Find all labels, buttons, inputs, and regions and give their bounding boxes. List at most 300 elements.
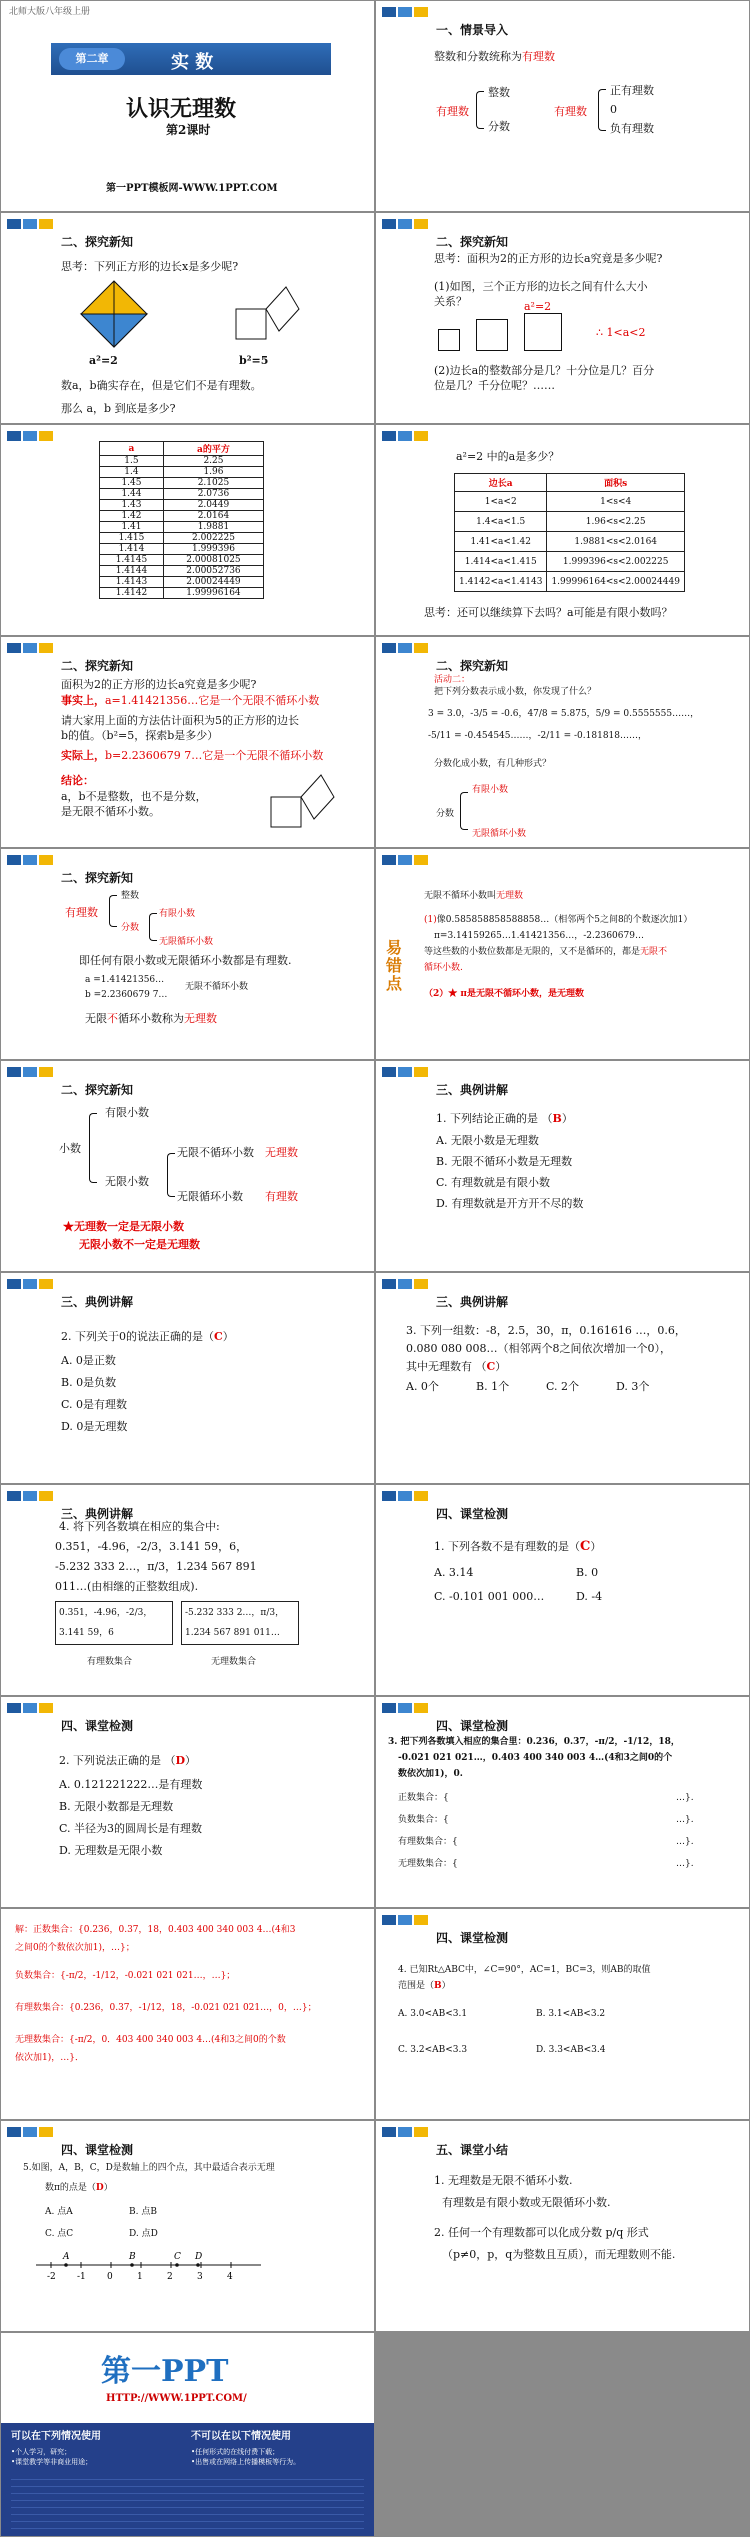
question: 1. 下列结论正确的是 （B） <box>436 1112 573 1125</box>
point-label: B <box>129 2252 136 2262</box>
slide-explore-4 <box>1 849 374 1059</box>
slide-check-1 <box>376 1485 749 1695</box>
rational-set: 有理数集合：{ <box>398 1837 458 1847</box>
slide-example-4 <box>1 1485 374 1695</box>
option-d: D. 0是无理数 <box>61 1420 128 1433</box>
line-4: b的值。（b²=5，探索b是多少） <box>61 729 219 742</box>
link-list <box>11 2473 364 2529</box>
irrational-set: 无理数集合：{ <box>398 1859 458 1869</box>
slide-explore-1 <box>1 213 374 423</box>
note-1: ★无理数一定是无限小数 <box>63 1220 184 1233</box>
header-bar <box>382 1913 452 1929</box>
option-d: D. -4 <box>576 1590 603 1603</box>
answer-6: 依次加1)，…}． <box>15 2053 84 2063</box>
header-bar <box>7 1277 77 1293</box>
question-2: 数π的点是（D） <box>45 2183 113 2193</box>
part-1: (1)如图，三个正方形的边长之间有什么大小 <box>434 280 648 293</box>
numbers-3: 011…(由相继的正整数组成). <box>55 1580 199 1593</box>
header-bar <box>382 853 452 869</box>
example-2: π=3.14159265…1.41421356…，-2.2360679… <box>434 931 644 941</box>
section-title: 二、探究新知 <box>61 235 134 249</box>
finite-decimal: 有限小数 <box>159 909 196 919</box>
site-label: 第一PPT模板网-WWW.1PPT.COM <box>106 183 278 194</box>
option-b: B. 0 <box>576 1566 599 1579</box>
rational-label-2: 有理数 <box>554 105 587 118</box>
table-row <box>100 533 264 544</box>
option-b: B. 无限不循环小数是无理数 <box>436 1155 573 1168</box>
option-b: B. 无限小数都是无理数 <box>59 1800 174 1813</box>
table-cell: 2.0449 <box>163 500 263 511</box>
footer-question: 思考：还可以继续算下去吗？a可能是有限小数吗？ <box>424 606 673 619</box>
table-row <box>455 512 685 532</box>
brace <box>476 91 484 129</box>
option-d: D. 3个 <box>616 1380 650 1393</box>
integer-label: 整数 <box>121 891 140 901</box>
header-bar <box>7 1701 77 1717</box>
table-row <box>100 467 264 478</box>
answer-2: 之间0的个数依次加1)，…}； <box>15 1943 135 1953</box>
positive-rational: 正有理数 <box>610 84 654 97</box>
line-3: 请大家用上面的方法估计面积为5的正方形的边长 <box>61 714 299 727</box>
number-line <box>31 2243 271 2287</box>
numbers-2: -5.232 333 2…，π/3，1.234 567 891 <box>55 1560 257 1573</box>
positive-set: 正数集合：{ <box>398 1793 449 1803</box>
slide-check-5 <box>1 2121 374 2331</box>
table-cell: 1.96<s<2.25 <box>547 512 685 532</box>
set-end: …}. <box>676 1837 694 1847</box>
usage-panel <box>1 2423 374 2536</box>
slide-intro <box>376 1 749 211</box>
table-row <box>100 555 264 566</box>
section-title: 三、典例讲解 <box>61 1507 134 1521</box>
table-cell: 1.999396 <box>163 544 263 555</box>
option-d: D. 有理数就是开方开不尽的数 <box>436 1197 584 1210</box>
slide-check-4 <box>376 1909 749 2119</box>
activity-label: 活动二： <box>434 675 471 685</box>
negative-set: 负数集合：{ <box>398 1815 449 1825</box>
book-label: 北师大版八年级上册 <box>9 7 91 17</box>
answer-3: 负数集合：{-π/2，-1/12，-0.021 021 021…，…}； <box>15 1971 236 1981</box>
conclusion-1: a，b不是整数，也不是分数， <box>61 790 207 803</box>
table-cell: 1.4144 <box>100 566 164 577</box>
slide-mistakes <box>376 849 749 1059</box>
slide-table-1 <box>1 425 374 635</box>
table-cell: 2.25 <box>163 456 263 467</box>
brace <box>109 895 117 927</box>
value-b: b =2.2360679 7… <box>85 990 168 1000</box>
integer-label: 整数 <box>488 86 510 99</box>
table-cell: 1<s<4 <box>547 492 685 512</box>
usage-allowed-2: •课堂教学等非商业用途； <box>11 2458 93 2466</box>
option-c: C. 3.2<AB<3.3 <box>398 2045 468 2055</box>
slide-check-2 <box>1 1697 374 1907</box>
point-D <box>196 2263 200 2267</box>
set-content: -5.232 333 2…，π/3， <box>185 1608 285 1618</box>
tick-label: -2 <box>47 2272 56 2282</box>
header-bar <box>7 2125 77 2141</box>
equation: a²=2 <box>524 300 552 313</box>
table-cell: 1.44 <box>100 489 164 500</box>
question: 其中无理数有 （C） <box>406 1360 507 1373</box>
brace <box>598 89 606 131</box>
non-repeating: 无限不循环小数 <box>177 1146 254 1159</box>
answer-1: 解：正数集合：{0.236，0.37，18，0.403 400 340 003 4…(4和3 <box>15 1925 296 1935</box>
value-a: a =1.41421356… <box>85 975 165 985</box>
table-cell: 1.5 <box>100 456 164 467</box>
page-title: 认识无理数 <box>126 96 237 122</box>
set-end: …}. <box>676 1859 694 1869</box>
line-1: 面积为2的正方形的边长a究竟是多少呢? <box>61 678 257 691</box>
conclusion-label: 结论： <box>61 774 94 787</box>
option-d: D. 3.3<AB<3.4 <box>536 2045 606 2055</box>
table-cell: 2.00052736 <box>163 566 263 577</box>
table-row <box>100 588 264 599</box>
section-title: 一、情景导入 <box>436 23 509 37</box>
table-row <box>100 511 264 522</box>
tick-label: -1 <box>77 2272 86 2282</box>
statement: 数a，b确实存在，但是它们不是有理数。 <box>61 379 262 392</box>
col-a: a <box>100 442 164 456</box>
intro-line: 整数和分数统称为有理数 <box>434 50 555 63</box>
point-A <box>64 2263 68 2267</box>
question: 思考：面积为2的正方形的边长a究竟是多少呢? <box>434 252 663 265</box>
summary-2: 有理数是有限小数或无限循环小数. <box>442 2196 611 2209</box>
table-row <box>100 489 264 500</box>
square-diagram-a <box>79 279 149 349</box>
section-title: 二、探究新知 <box>61 659 134 673</box>
chapter-badge: 第二章 <box>59 48 125 70</box>
negative-rational: 负有理数 <box>610 122 654 135</box>
table-cell: 2.00081025 <box>163 555 263 566</box>
irrational-label: 无理数 <box>265 1146 298 1159</box>
range-table <box>454 473 685 592</box>
finite-decimal: 有限小数 <box>105 1106 149 1119</box>
slide-logo <box>1 2333 374 2536</box>
unit-title: 实 数 <box>171 52 214 73</box>
result: ∴ 1<a<2 <box>596 326 646 339</box>
answer-5: 无理数集合：{-π/2，0．403 400 340 003 4…(4和3之间0的个数 <box>15 2035 286 2045</box>
question: 2. 下列说法正确的是 （D） <box>59 1754 197 1767</box>
brace <box>460 792 468 830</box>
explanation-2: 循环小数. <box>424 963 463 973</box>
numbers-1: 0.351，-4.96，-2/3，3.141 59，6， <box>55 1540 248 1553</box>
tick-label: 3 <box>197 2272 203 2282</box>
option-c: C. 2个 <box>546 1380 580 1393</box>
conclusion-2: 是无限不循环小数。 <box>61 805 160 818</box>
slide-classification <box>1 1061 374 1271</box>
slide-explore-2 <box>376 213 749 423</box>
header-bar <box>382 5 452 21</box>
header-bar <box>7 853 77 869</box>
section-title: 二、探究新知 <box>436 659 509 673</box>
line-2: 事实上，a=1.41421356…它是一个无限不循环小数 <box>61 694 320 707</box>
option-b: B. 0是负数 <box>61 1376 117 1389</box>
brace <box>149 913 157 941</box>
set-end: …}. <box>676 1815 694 1825</box>
equation-b: b²=5 <box>239 354 269 367</box>
example-1: (1)像0.585858858588858…（相邻两个5之间8的个数逐次加1） <box>424 915 693 925</box>
question-1: 4. 已知Rt△ABC中，∠C=90°，AC=1，BC=3，则AB的取值 <box>398 1965 651 1975</box>
point-label: C <box>174 2252 181 2262</box>
set-content: 1.234 567 891 011… <box>185 1628 280 1638</box>
option-b: B. 1个 <box>476 1380 510 1393</box>
irrational-set-box <box>181 1601 299 1645</box>
part-2b: 位是几？千分位呢？…… <box>434 379 555 392</box>
header-bar <box>382 1277 452 1293</box>
table-row <box>100 456 264 467</box>
point-B <box>130 2263 134 2267</box>
table-row <box>100 544 264 555</box>
square-3 <box>524 313 562 351</box>
tick-label: 4 <box>227 2272 233 2282</box>
question-2: 范围是（B） <box>398 1981 451 1991</box>
header-bar <box>7 217 77 233</box>
table-cell: 1.4143 <box>100 577 164 588</box>
part-2: (2)边长a的整数部分是几？十分位是几？百分 <box>434 364 655 377</box>
option-c: C. 半径为3的圆周长是有理数 <box>59 1822 203 1835</box>
point-label: A <box>63 2252 70 2262</box>
question: a²=2 中的a是多少？ <box>456 450 560 463</box>
table-cell: 1.96 <box>163 467 263 478</box>
caption-irrational: 无理数集合 <box>211 1657 257 1667</box>
table-cell: 2.00024449 <box>163 577 263 588</box>
col-area: 面积s <box>547 474 685 492</box>
table-row <box>455 532 685 552</box>
table-row <box>100 478 264 489</box>
slide-table-2 <box>376 425 749 635</box>
slide-explore-3 <box>1 637 374 847</box>
header-bar <box>7 429 77 445</box>
table-cell: 1.4145 <box>100 555 164 566</box>
option-a: A. 点A <box>45 2207 73 2217</box>
option-a: A. 3.0<AB<3.1 <box>398 2009 468 2019</box>
tick-label: 1 <box>137 2272 143 2282</box>
repeating: 无限循环小数 <box>177 1190 243 1203</box>
summary-3: 2. 任何一个有理数都可以化成分数 p/q 形式 <box>434 2226 649 2239</box>
repeating-decimal: 无限循环小数 <box>159 937 214 947</box>
option-a: A. 0.121221222…是有理数 <box>59 1778 203 1791</box>
caption-rational: 有理数集合 <box>87 1657 133 1667</box>
table-cell: 1.43 <box>100 500 164 511</box>
header-bar <box>382 2125 452 2141</box>
side-label: 易错点 <box>386 938 403 993</box>
rational-label: 有理数 <box>265 1190 298 1203</box>
option-b: B. 点B <box>129 2207 157 2217</box>
table-row <box>100 577 264 588</box>
table-row <box>455 552 685 572</box>
equation-a: a²=2 <box>89 354 118 367</box>
question: 分数化成小数，有几种形式？ <box>434 759 552 769</box>
slide-activity <box>376 637 749 847</box>
fraction-label: 分数 <box>488 120 510 133</box>
table-cell: 1.9881<s<2.0164 <box>547 532 685 552</box>
header-bar <box>382 641 452 657</box>
usage-forbidden-1: •任何形式的在线付费下载； <box>191 2448 280 2456</box>
part-1b: 关系？ <box>434 295 467 308</box>
question-2: 那么 a，b 到底是多少? <box>61 402 176 415</box>
option-a: A. 0个 <box>406 1380 439 1393</box>
rational-label-1: 有理数 <box>436 105 469 118</box>
option-d: D. 点D <box>129 2229 158 2239</box>
section-title: 三、典例讲解 <box>436 1295 509 1309</box>
set-content: 0.351，-4.96，-2/3， <box>59 1608 153 1618</box>
note-pi: （2）★ π是无限不循环小数，是无理数 <box>424 989 584 999</box>
line-5: 实际上，b=2.2360679 7…它是一个无限不循环小数 <box>61 749 324 762</box>
slide-summary <box>376 2121 749 2331</box>
table-cell: 1.99996164<s<2.00024449 <box>547 572 685 592</box>
table-cell: 2.0164 <box>163 511 263 522</box>
question-1: 5.如图，A，B，C，D是数轴上的四个点，其中最适合表示无理 <box>23 2163 275 2173</box>
point-label: D <box>195 2252 203 2262</box>
instruction-2: -0.021 021 021…，0.403 400 340 003 4…(4和3之间0的个 <box>398 1753 673 1763</box>
table-cell: 1.4<a<1.5 <box>455 512 547 532</box>
option-b: B. 3.1<AB<3.2 <box>536 2009 606 2019</box>
usage-forbidden-2: •出售或在网络上传播模板等行为。 <box>191 2458 301 2466</box>
option-c: C. 点C <box>45 2229 74 2239</box>
fraction-label: 分数 <box>436 809 455 819</box>
line-1: 3. 下列一组数：-8，2.5，30，π，0.161616 …，0.6， <box>406 1324 686 1337</box>
statement: 即任何有限小数或无限循环小数都是有理数. <box>79 954 292 967</box>
table-cell: 1.41<a<1.42 <box>455 532 547 552</box>
header-bar <box>7 1065 77 1081</box>
definition: 无限不循环小数叫无理数 <box>424 891 524 901</box>
answer-4: 有理数集合：{0.236，0.37，-1/12，18，-0.021 021 021…，0，…}； <box>15 2003 317 2013</box>
table-cell: 1.9881 <box>163 522 263 533</box>
brand-url: HTTP://WWW.1PPT.COM/ <box>106 2393 247 2404</box>
table-cell: 1.4142 <box>100 588 164 599</box>
set-end: …}. <box>676 1793 694 1803</box>
slide-example-3 <box>376 1273 749 1483</box>
instruction: 把下列分数表示成小数，你发现了什么？ <box>434 687 597 697</box>
table-row <box>100 566 264 577</box>
explanation: 等这些数的小数位数都是无限的，又不是循环的，都是无限不 <box>424 947 668 957</box>
col-side: 边长a <box>455 474 547 492</box>
square-table <box>99 441 264 599</box>
slide-title <box>1 1 374 211</box>
section-title: 三、典例讲解 <box>61 1295 134 1309</box>
table-row <box>100 500 264 511</box>
section-title: 四、课堂检测 <box>61 1719 134 1733</box>
instruction-1: 3. 把下列各数填入相应的集合里：0.236，0.37，-π/2，-1/12，18， <box>388 1737 680 1747</box>
option-c: C. 有理数就是有限小数 <box>436 1176 551 1189</box>
table-row <box>455 492 685 512</box>
header-bar <box>382 429 452 445</box>
option-a: A. 无限小数是无理数 <box>436 1134 539 1147</box>
table-cell: 1.99996164 <box>163 588 263 599</box>
table-cell: 2.0736 <box>163 489 263 500</box>
brace <box>89 1113 97 1183</box>
rational-label: 有理数 <box>65 906 98 919</box>
examples-1: 3 = 3.0，-3/5 = -0.6，47/8 = 5.875，5/9 = 0.5555555……， <box>428 709 700 719</box>
finite-decimal: 有限小数 <box>472 785 509 795</box>
instruction-3: 数依次加1)，0. <box>398 1769 463 1779</box>
fraction-label: 分数 <box>121 923 140 933</box>
brace <box>167 1153 175 1197</box>
table-cell: 1.42 <box>100 511 164 522</box>
header-bar <box>382 1701 452 1717</box>
table-cell: 2.002225 <box>163 533 263 544</box>
line-2: 0.080 080 008…（相邻两个8之间依次增加一个0）， <box>406 1342 671 1355</box>
table-cell: 2.1025 <box>163 478 263 489</box>
decimal-label: 小数 <box>59 1142 81 1155</box>
section-title: 二、探究新知 <box>61 871 134 885</box>
table-cell: 1.414<a<1.415 <box>455 552 547 572</box>
instruction: 4. 将下列各数填在相应的集合中: <box>59 1520 220 1533</box>
option-a: A. 0是正数 <box>61 1354 116 1367</box>
table-row <box>100 522 264 533</box>
table-cell: 1.999396<s<2.002225 <box>547 552 685 572</box>
table-cell: 1.41 <box>100 522 164 533</box>
table-cell: 1.414 <box>100 544 164 555</box>
zero-label: 0 <box>610 103 617 116</box>
option-d: D. 无理数是无限小数 <box>59 1844 163 1857</box>
section-title: 二、探究新知 <box>436 235 509 249</box>
question: 思考：下列正方形的边长x是多少呢? <box>61 260 239 273</box>
usage-forbidden-title: 不可以在以下情况使用 <box>191 2431 291 2442</box>
section-title: 五、课堂小结 <box>436 2143 509 2157</box>
usage-allowed-title: 可以在下列情况使用 <box>11 2431 101 2442</box>
table-cell: 1.45 <box>100 478 164 489</box>
tick-label: 2 <box>167 2272 173 2282</box>
header-bar <box>382 217 452 233</box>
repeating-decimal: 无限循环小数 <box>472 829 527 839</box>
section-title: 三、典例讲解 <box>436 1083 509 1097</box>
table-cell: 1.4 <box>100 467 164 478</box>
examples-2: -5/11 = -0.454545……，-2/11 = -0.181818……， <box>428 731 647 741</box>
table-cell: 1.415 <box>100 533 164 544</box>
subtitle: 第2课时 <box>166 123 211 137</box>
rational-set-box <box>55 1601 173 1645</box>
square-1 <box>438 329 460 351</box>
definition: 无限不循环小数称为无理数 <box>85 1012 217 1025</box>
option-c: C. 0是有理数 <box>61 1398 128 1411</box>
slide-example-2 <box>1 1273 374 1483</box>
table-row <box>455 572 685 592</box>
tick-label: 0 <box>107 2272 113 2282</box>
infinite-decimal: 无限小数 <box>105 1175 149 1188</box>
option-a: A. 3.14 <box>434 1566 474 1579</box>
brand-logo: 第一PPT <box>101 2354 229 2389</box>
point-C <box>175 2263 179 2267</box>
table-cell: 1.4142<a<1.4143 <box>455 572 547 592</box>
col-a-squared: a的平方 <box>163 442 263 456</box>
option-c: C. -0.101 001 000… <box>434 1590 545 1603</box>
summary-1: 1. 无理数是无限不循环小数. <box>434 2174 573 2187</box>
title-bar <box>51 43 331 75</box>
note-2: 无限小数不一定是无理数 <box>79 1238 200 1251</box>
question: 1. 下列各数不是有理数的是（C） <box>434 1539 602 1554</box>
section-title: 二、探究新知 <box>61 1083 134 1097</box>
header-bar <box>382 1065 452 1081</box>
table-cell: 1<a<2 <box>455 492 547 512</box>
slide-check-3 <box>376 1697 749 1907</box>
section-title: 四、课堂检测 <box>436 1719 509 1733</box>
header-bar <box>7 641 77 657</box>
usage-allowed-1: •个人学习，研究； <box>11 2448 72 2456</box>
non-repeating-label: 无限不循环小数 <box>185 982 249 992</box>
square-diagram <box>266 767 336 837</box>
section-title: 四、课堂检测 <box>61 2143 134 2157</box>
square-2 <box>476 319 508 351</box>
header-bar <box>382 1489 452 1505</box>
header-bar <box>7 1489 77 1505</box>
summary-4: （p≠0，p，q为整数且互质），而无理数则不能. <box>442 2248 676 2261</box>
question: 2. 下列关于0的说法正确的是（C） <box>61 1330 234 1343</box>
slide-example-1 <box>376 1061 749 1271</box>
slide-answer <box>1 1909 374 2119</box>
section-title: 四、课堂检测 <box>436 1931 509 1945</box>
square-diagram-b <box>231 279 301 349</box>
